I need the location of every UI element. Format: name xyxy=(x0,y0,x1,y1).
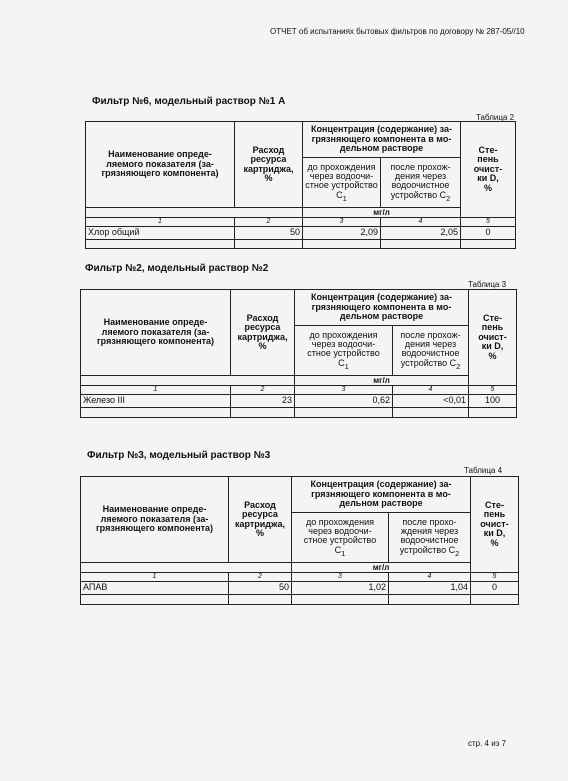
row-after: 1,04 xyxy=(389,582,471,595)
header-before: до прохождения через водоочи- стное устройство $C_1$ xyxy=(295,326,393,376)
section-title: Фильтр №6, модельный раствор №1 А xyxy=(92,96,286,107)
col-index: 5 xyxy=(461,218,516,227)
header-after: после прохо- ждения через водоочистное устройство $C_2$ xyxy=(389,513,471,563)
table-label: Таблица 3 xyxy=(468,280,507,289)
col-index: 2 xyxy=(235,218,303,227)
row-degree: 100 xyxy=(469,395,517,408)
col-index: 3 xyxy=(303,218,381,227)
col-index: 4 xyxy=(389,573,471,582)
header-name: Наименование опреде- ляемого показателя (за- грязняющего компонента) xyxy=(86,122,235,208)
col-index: 2 xyxy=(229,573,292,582)
row-before: 1,02 xyxy=(292,582,389,595)
header-before: до прохождения через водоочи- стное устройство $C_1$ xyxy=(292,513,389,563)
col-index: 4 xyxy=(393,386,469,395)
col-index: 3 xyxy=(295,386,393,395)
row-name: Железо III xyxy=(81,395,231,408)
row-name: АПАВ xyxy=(81,582,229,595)
row-after: <0,01 xyxy=(393,395,469,408)
results-table xyxy=(85,121,516,249)
unit-label: мг/л xyxy=(303,208,461,218)
header-concentration: Концентрация (содержание) за- грязняющего компонента в мо- дельном растворе xyxy=(295,290,469,326)
col-index: 5 xyxy=(471,573,519,582)
header-resource: Расход ресурса картриджа, % xyxy=(235,122,303,208)
col-index: 5 xyxy=(469,386,517,395)
header-resource: Расход ресурса картриджа, % xyxy=(229,477,292,563)
col-index: 4 xyxy=(381,218,461,227)
row-resource: 50 xyxy=(229,582,292,595)
section-title: Фильтр №2, модельный раствор №2 xyxy=(85,263,269,274)
row-after: 2,05 xyxy=(381,227,461,240)
header-concentration: Концентрация (содержание) за- грязняющего компонента в мо- дельном растворе xyxy=(292,477,471,513)
results-table xyxy=(80,289,517,418)
table-label: Таблица 4 xyxy=(464,466,503,475)
header-degree: Сте- пень очист- ки D, % xyxy=(461,122,516,218)
header-after: после прохож- дения через водоочистное устройство $C_2$ xyxy=(381,158,461,208)
col-index: 3 xyxy=(292,573,389,582)
col-index: 1 xyxy=(81,386,231,395)
col-index: 1 xyxy=(81,573,229,582)
col-index: 2 xyxy=(231,386,295,395)
section-title: Фильтр №3, модельный раствор №3 xyxy=(87,450,271,461)
header-concentration: Концентрация (содержание) за- грязняющего компонента в мо- дельном растворе xyxy=(303,122,461,158)
header-after: после прохож- дения через водоочистное устройство $C_2$ xyxy=(393,326,469,376)
unit-label: мг/л xyxy=(295,376,469,386)
row-degree: 0 xyxy=(471,582,519,595)
report-header: ОТЧЕТ об испытаниях бытовых фильтров по договору № 287-05//10 xyxy=(270,27,525,36)
results-table xyxy=(80,476,519,605)
header-resource: Расход ресурса картриджа, % xyxy=(231,290,295,376)
row-before: 2,09 xyxy=(303,227,381,240)
table-label: Таблица 2 xyxy=(476,113,515,122)
unit-label: мг/л xyxy=(292,563,471,573)
col-index: 1 xyxy=(86,218,235,227)
header-degree: Сте- пень очист- ки D, % xyxy=(469,290,517,386)
page-number: стр. 4 из 7 xyxy=(468,739,507,748)
unit-spacer xyxy=(81,376,295,386)
row-resource: 50 xyxy=(235,227,303,240)
row-resource: 23 xyxy=(231,395,295,408)
header-name: Наименование опреде- ляемого показателя (за- грязняющего компонента) xyxy=(81,290,231,376)
header-degree: Сте- пень очист- ки D, % xyxy=(471,477,519,573)
header-before: до прохождения через водоочи- стное устройство $C_1$ xyxy=(303,158,381,208)
unit-spacer xyxy=(81,563,292,573)
unit-spacer xyxy=(86,208,303,218)
row-name: Хлор общий xyxy=(86,227,235,240)
header-name: Наименование опреде- ляемого показателя (за- грязняющего компонента) xyxy=(81,477,229,563)
row-degree: 0 xyxy=(461,227,516,240)
row-before: 0,62 xyxy=(295,395,393,408)
